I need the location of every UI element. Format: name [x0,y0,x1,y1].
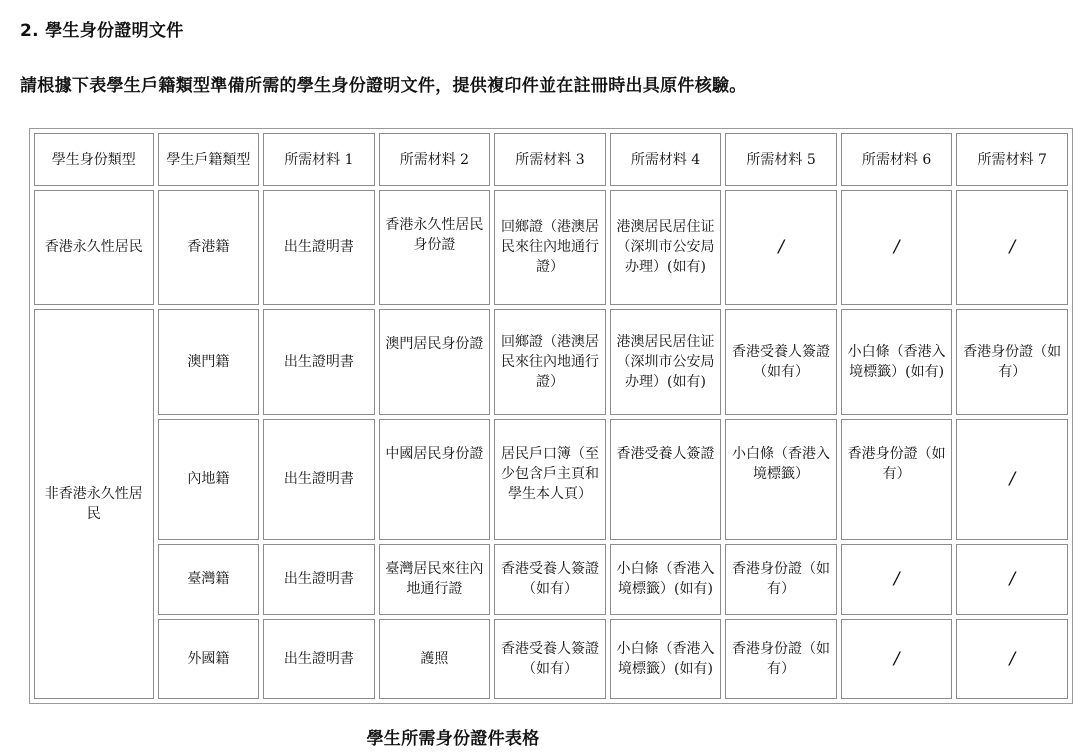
header-cell-material-1: 所需材料 1 [263,133,375,186]
material-cell: 回鄉證（港澳居民來往內地通行證） [494,309,606,415]
material-cell: 回鄉證（港澳居民來往內地通行證） [494,190,606,305]
material-cell: 出生證明書 [263,544,375,616]
table-row [34,190,1068,305]
material-cell: 小白條（香港入境標籤）(如有) [610,619,722,699]
header-cell-material-3: 所需材料 3 [494,133,606,186]
table-row [34,419,1068,540]
section-heading: 2. 學生身份證明文件 [20,21,184,41]
material-cell: 中國居民身份證 [379,419,491,540]
material-cell: 香港受養人簽證（如有） [494,619,606,699]
header-cell-material-2: 所需材料 2 [379,133,491,186]
table-caption: 學生所需身份證件表格 [366,729,540,749]
group-cell-permanent: 香港永久性居民 [34,190,154,305]
material-cell: 出生證明書 [263,419,375,540]
material-cell: 香港身份證（如有） [841,419,953,540]
material-cell: 港澳居民居住证（深圳市公安局办理）(如有) [610,309,722,415]
material-cell: / [956,190,1068,305]
header-cell-material-6: 所需材料 6 [841,133,953,186]
household-type-cell: 外國籍 [158,619,260,699]
household-type-cell: 內地籍 [158,419,260,540]
header-cell-material-7: 所需材料 7 [956,133,1068,186]
material-cell: / [956,544,1068,616]
household-type-cell: 香港籍 [158,190,260,305]
household-type-cell: 臺灣籍 [158,544,260,616]
documents-table-frame [29,128,1073,704]
material-cell: 香港受養人簽證（如有） [494,544,606,616]
material-cell: / [956,419,1068,540]
material-cell: 小白條（香港入境標籤）(如有) [841,309,953,415]
material-cell: / [841,619,953,699]
material-cell: 出生證明書 [263,619,375,699]
material-cell: 港澳居民居住证（深圳市公安局办理）(如有) [610,190,722,305]
table-row [34,619,1068,699]
material-cell: 居民戶口簿（至少包含戶主頁和學生本人頁） [494,419,606,540]
material-cell: 小白條（香港入境標籤）(如有) [610,544,722,616]
header-cell-household-type: 學生戶籍類型 [158,133,260,186]
material-cell: / [841,544,953,616]
material-cell: 香港受養人簽證 [610,419,722,540]
header-cell-student-type: 學生身份類型 [34,133,154,186]
table-row [34,544,1068,616]
group-cell-non-permanent: 非香港永久性居民 [34,309,154,699]
material-cell: 香港身份證（如有） [725,544,837,616]
header-cell-material-5: 所需材料 5 [725,133,837,186]
intro-text: 請根據下表學生戶籍類型準備所需的學生身份證明文件，提供複印件並在註冊時出具原件核驗。 [20,76,747,96]
header-cell-material-4: 所需材料 4 [610,133,722,186]
material-cell: 出生證明書 [263,309,375,415]
table-row [34,309,1068,415]
material-cell: 香港受養人簽證（如有） [725,309,837,415]
material-cell: 香港永久性居民身份證 [379,190,491,305]
material-cell: 出生證明書 [263,190,375,305]
material-cell: 澳門居民身份證 [379,309,491,415]
header-row [34,133,1068,186]
material-cell: / [956,619,1068,699]
household-type-cell: 澳門籍 [158,309,260,415]
material-cell: 香港身份證（如有） [725,619,837,699]
material-cell: / [841,190,953,305]
documents-table [30,129,1072,703]
material-cell: / [725,190,837,305]
material-cell: 護照 [379,619,491,699]
material-cell: 臺灣居民來往內地通行證 [379,544,491,616]
material-cell: 香港身份證（如有） [956,309,1068,415]
material-cell: 小白條（香港入境標籤） [725,419,837,540]
